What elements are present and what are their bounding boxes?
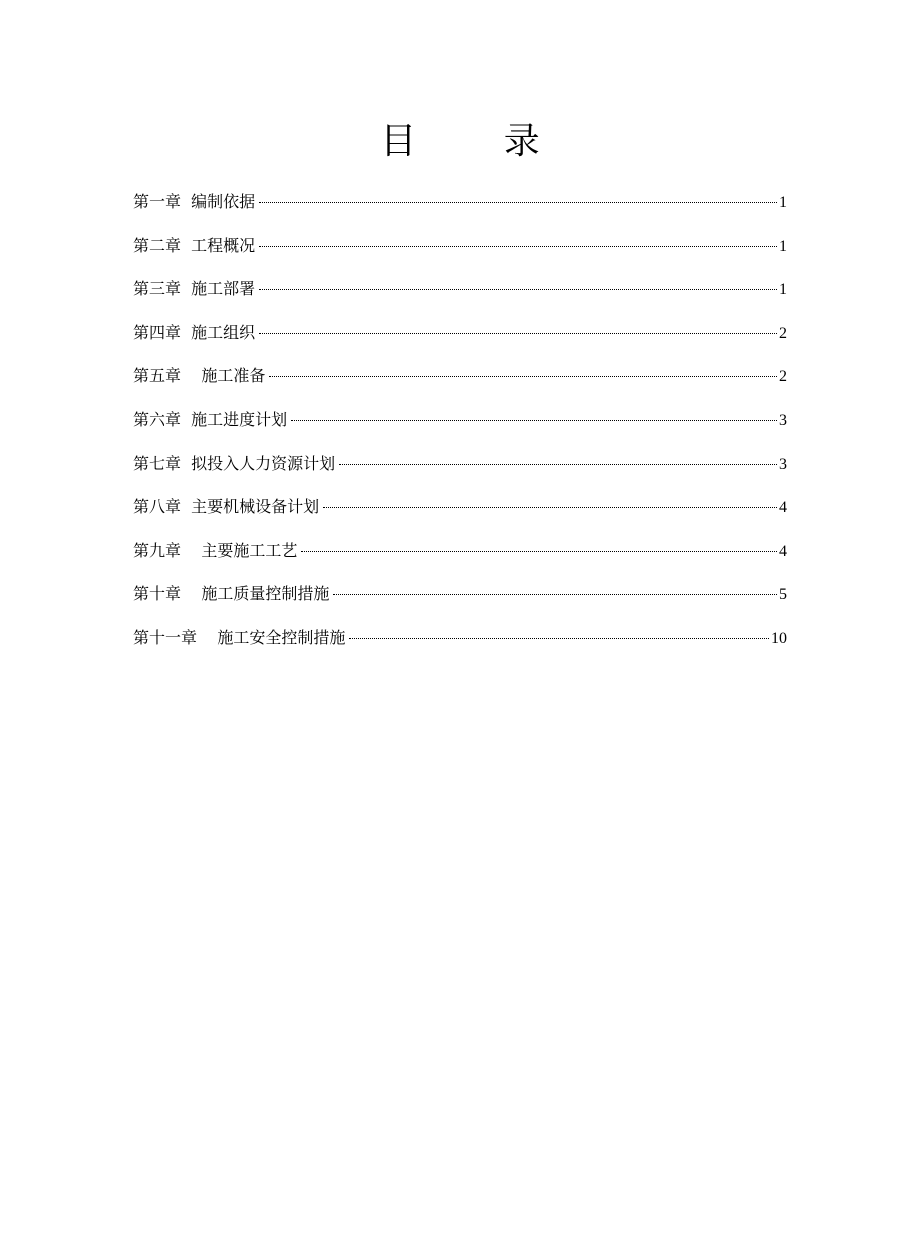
toc-entry[interactable] (133, 234, 787, 278)
toc-chapter-title: 第十章 施工质量控制措施 (133, 584, 330, 604)
toc-page-number: 1 (779, 237, 787, 255)
toc-chapter-title: 第六章 施工进度计划 (133, 409, 288, 429)
toc-dot-leader (259, 202, 777, 203)
toc-chapter-title: 第五章 施工准备 (133, 366, 266, 386)
toc-dot-leader (259, 289, 777, 290)
toc-page-number: 1 (779, 281, 787, 299)
toc-chapter-title: 第一章 编制依据 (133, 192, 256, 211)
toc-entry[interactable] (133, 277, 787, 321)
toc-chapter-title: 第八章 主要机械设备计划 (133, 497, 320, 517)
toc-dot-leader (301, 551, 777, 552)
toc-page-number: 5 (779, 586, 787, 604)
toc-page-number: 3 (779, 455, 787, 473)
toc-chapter-title: 第四章 施工组织 (133, 322, 256, 342)
toc-entry[interactable] (133, 495, 787, 539)
toc-entry[interactable] (133, 539, 787, 583)
toc-chapter-title: 第七章 拟投入人力资源计划 (133, 453, 336, 473)
toc-entry[interactable] (133, 321, 787, 365)
toc-page-number: 2 (779, 368, 787, 386)
toc-dot-leader (259, 246, 777, 247)
toc-chapter-title: 第九章 主要施工工艺 (133, 540, 298, 560)
toc-entry[interactable] (133, 364, 787, 408)
toc-chapter-title: 第十一章 施工安全控制措施 (133, 627, 346, 647)
toc-page-number: 3 (779, 411, 787, 429)
toc-title: 目 录 (380, 121, 578, 162)
toc-page-number: 1 (779, 194, 787, 211)
toc-entry[interactable] (133, 626, 787, 670)
toc-entry[interactable] (133, 408, 787, 452)
toc-dot-leader (259, 333, 777, 334)
toc-dot-leader (291, 420, 777, 421)
toc-page-number: 10 (771, 629, 787, 647)
toc-page-number: 4 (779, 542, 787, 560)
toc-page-number: 4 (779, 499, 787, 517)
toc-dot-leader (333, 594, 777, 595)
toc-page-number: 2 (779, 324, 787, 342)
toc-dot-leader (349, 638, 769, 639)
toc-dot-leader (323, 507, 777, 508)
toc-entry[interactable] (133, 190, 787, 234)
toc-chapter-title: 第三章 施工部署 (133, 279, 256, 299)
toc-chapter-title: 第二章 工程概况 (133, 235, 256, 255)
toc-entry[interactable] (133, 582, 787, 626)
toc-dot-leader (269, 376, 777, 377)
toc-entry[interactable] (133, 452, 787, 496)
toc-dot-leader (339, 464, 777, 465)
table-of-contents (133, 190, 787, 670)
